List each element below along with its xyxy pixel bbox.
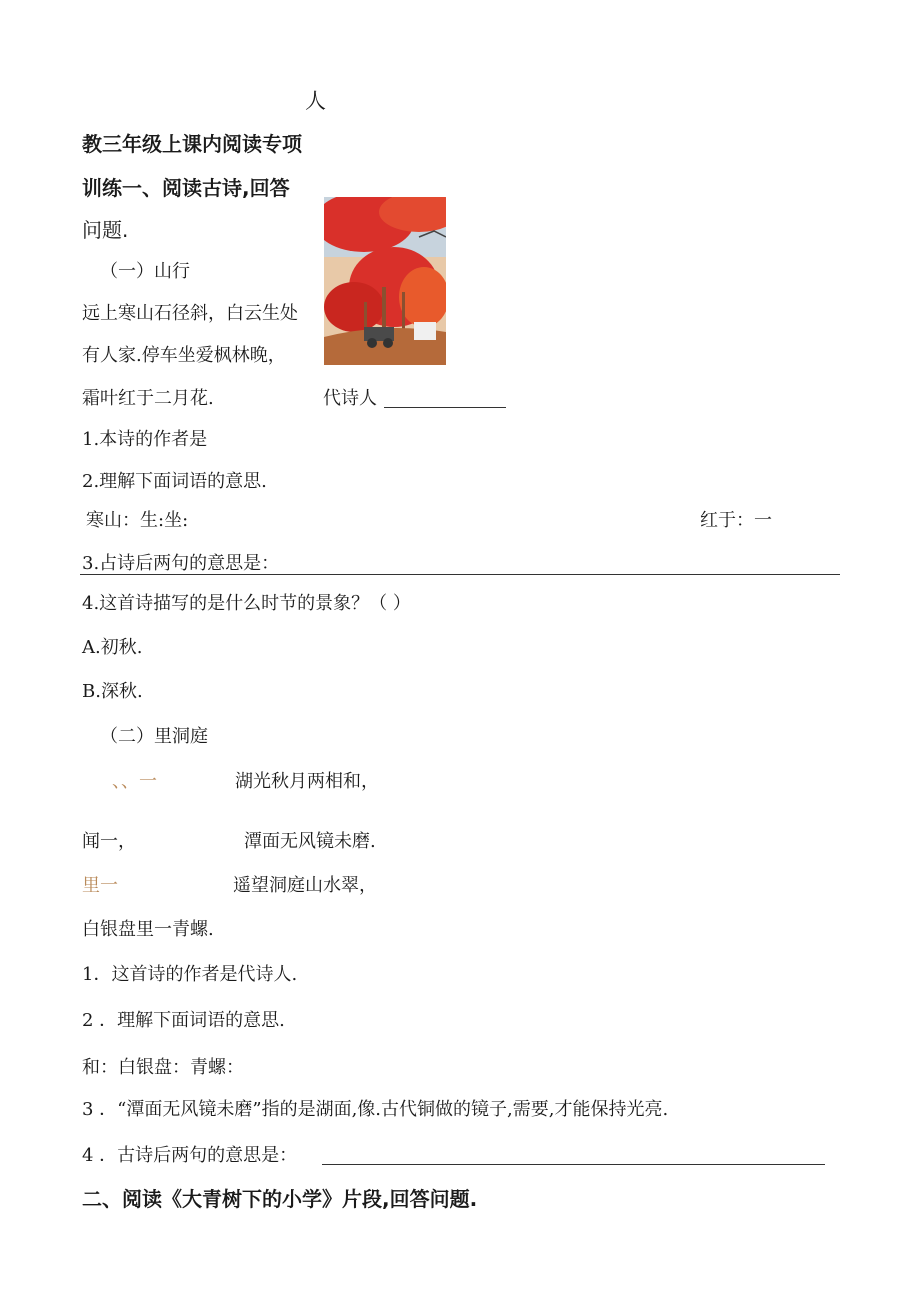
- q1-question4: 4.这首诗描写的是什么时节的景象？（ ）: [82, 593, 411, 614]
- poem2-left3: 里一: [82, 875, 118, 896]
- q1-option-a: A.初秋.: [82, 637, 143, 658]
- poem1-line3: 霜叶红于二月花.: [82, 388, 214, 409]
- poem2-left2: 闻一，: [82, 831, 136, 852]
- poem2-line2: 潭面无风镜未磨.: [244, 831, 376, 852]
- page-title: 教三年级上课内阅读专项: [82, 132, 302, 156]
- poem2-heading: （二）里洞庭: [100, 726, 208, 747]
- section2-heading: 二、阅读《大青树下的小学》片段,回答问题.: [82, 1187, 478, 1211]
- author-blank-line: [384, 407, 506, 408]
- poem2-left1: 、、一: [112, 771, 157, 792]
- answer-line: [80, 574, 840, 575]
- q2-terms: 和：白银盘：青螺：: [82, 1057, 244, 1078]
- q1-question3: 3.占诗后两句的意思是：: [82, 553, 280, 574]
- q2-question1: 1．这首诗的作者是代诗人.: [82, 964, 298, 985]
- section1-heading-line2: 问题.: [82, 218, 129, 242]
- q2-question4: 4 ．古诗后两句的意思是：: [82, 1145, 298, 1166]
- q1-terms-left: 寒山：生:坐:: [86, 510, 189, 531]
- q1-question1: 1.本诗的作者是: [82, 429, 208, 450]
- red-maple-painting-icon: [324, 197, 446, 365]
- q1-question2: 2.理解下面词语的意思.: [82, 471, 267, 492]
- q2-question3: 3 ．“潭面无风镜未磨”指的是湖面,像.古代铜做的镜子,需要,才能保持光亮.: [82, 1099, 669, 1120]
- q1-option-b: B.深秋.: [82, 681, 143, 702]
- top-char: 人: [305, 89, 326, 113]
- answer-line: [322, 1164, 825, 1165]
- poem2-line3: 遥望洞庭山水翠，: [233, 875, 377, 896]
- poem1-side-label: 代诗人: [323, 388, 377, 409]
- poem2-line1: 湖光秋月两相和，: [235, 771, 379, 792]
- poem1-line2: 有人家.停车坐爱枫林晚，: [82, 345, 286, 366]
- section1-heading-line1: 训练一、阅读古诗,回答: [82, 176, 290, 200]
- poem1-line1: 远上寒山石径斜，白云生处: [82, 303, 298, 324]
- poem2-line4: 白银盘里一青螺.: [82, 919, 214, 940]
- q1-terms-right: 红于：一: [700, 510, 772, 531]
- poem1-heading: （一）山行: [100, 261, 190, 282]
- q2-question2: 2 ．理解下面词语的意思.: [82, 1010, 285, 1031]
